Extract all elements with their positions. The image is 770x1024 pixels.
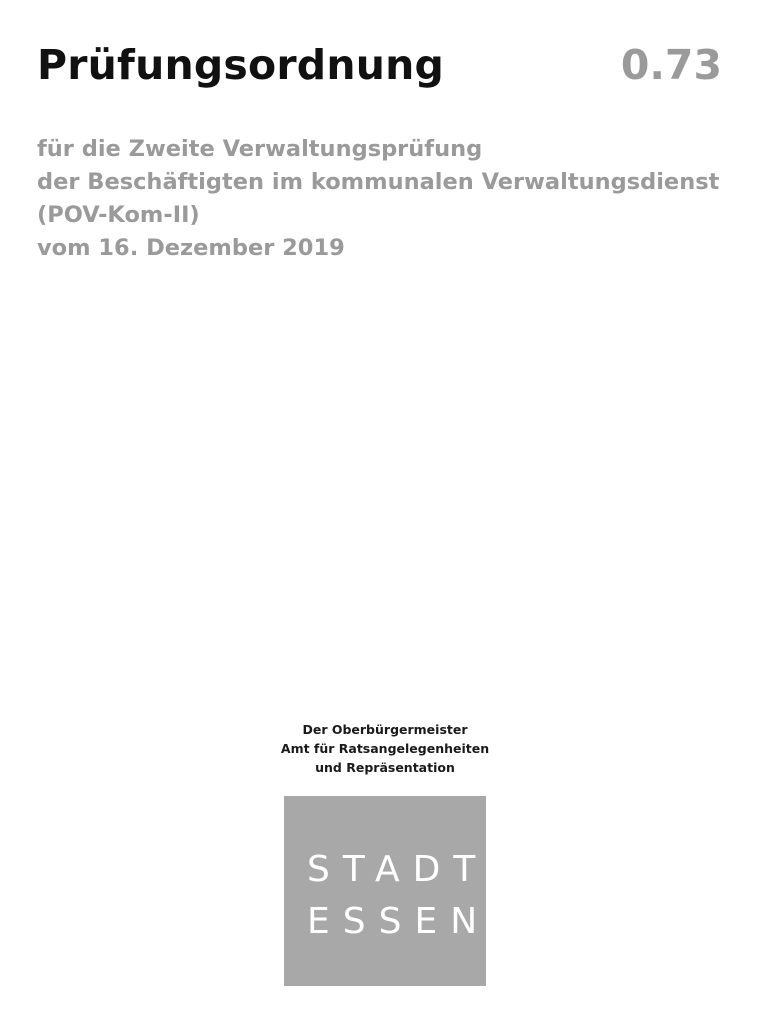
logo-line: STADT: [307, 849, 489, 890]
logo-line: ESSEN: [307, 901, 491, 942]
document-subtitle: [37, 133, 737, 265]
subtitle-line: (POV-Kom-II): [37, 202, 200, 228]
subtitle-line: der Beschäftigten im kommunalen Verwaltungsdienst: [37, 169, 720, 195]
authority-line: Der Oberbürgermeister: [302, 722, 468, 737]
subtitle-date: vom 16. Dezember 2019: [37, 235, 345, 261]
logo-wordmark: [307, 844, 490, 948]
subtitle-line: für die Zweite Verwaltungsprüfung: [37, 136, 483, 162]
authority-line: Amt für Ratsangelegenheiten: [280, 741, 490, 756]
document-title: Prüfungsordnung: [37, 41, 445, 89]
stadt-essen-logo: [284, 796, 491, 986]
authority-line: und Repräsentation: [315, 760, 455, 775]
issuing-authority: [235, 720, 535, 777]
document-number: 0.73: [620, 41, 722, 89]
